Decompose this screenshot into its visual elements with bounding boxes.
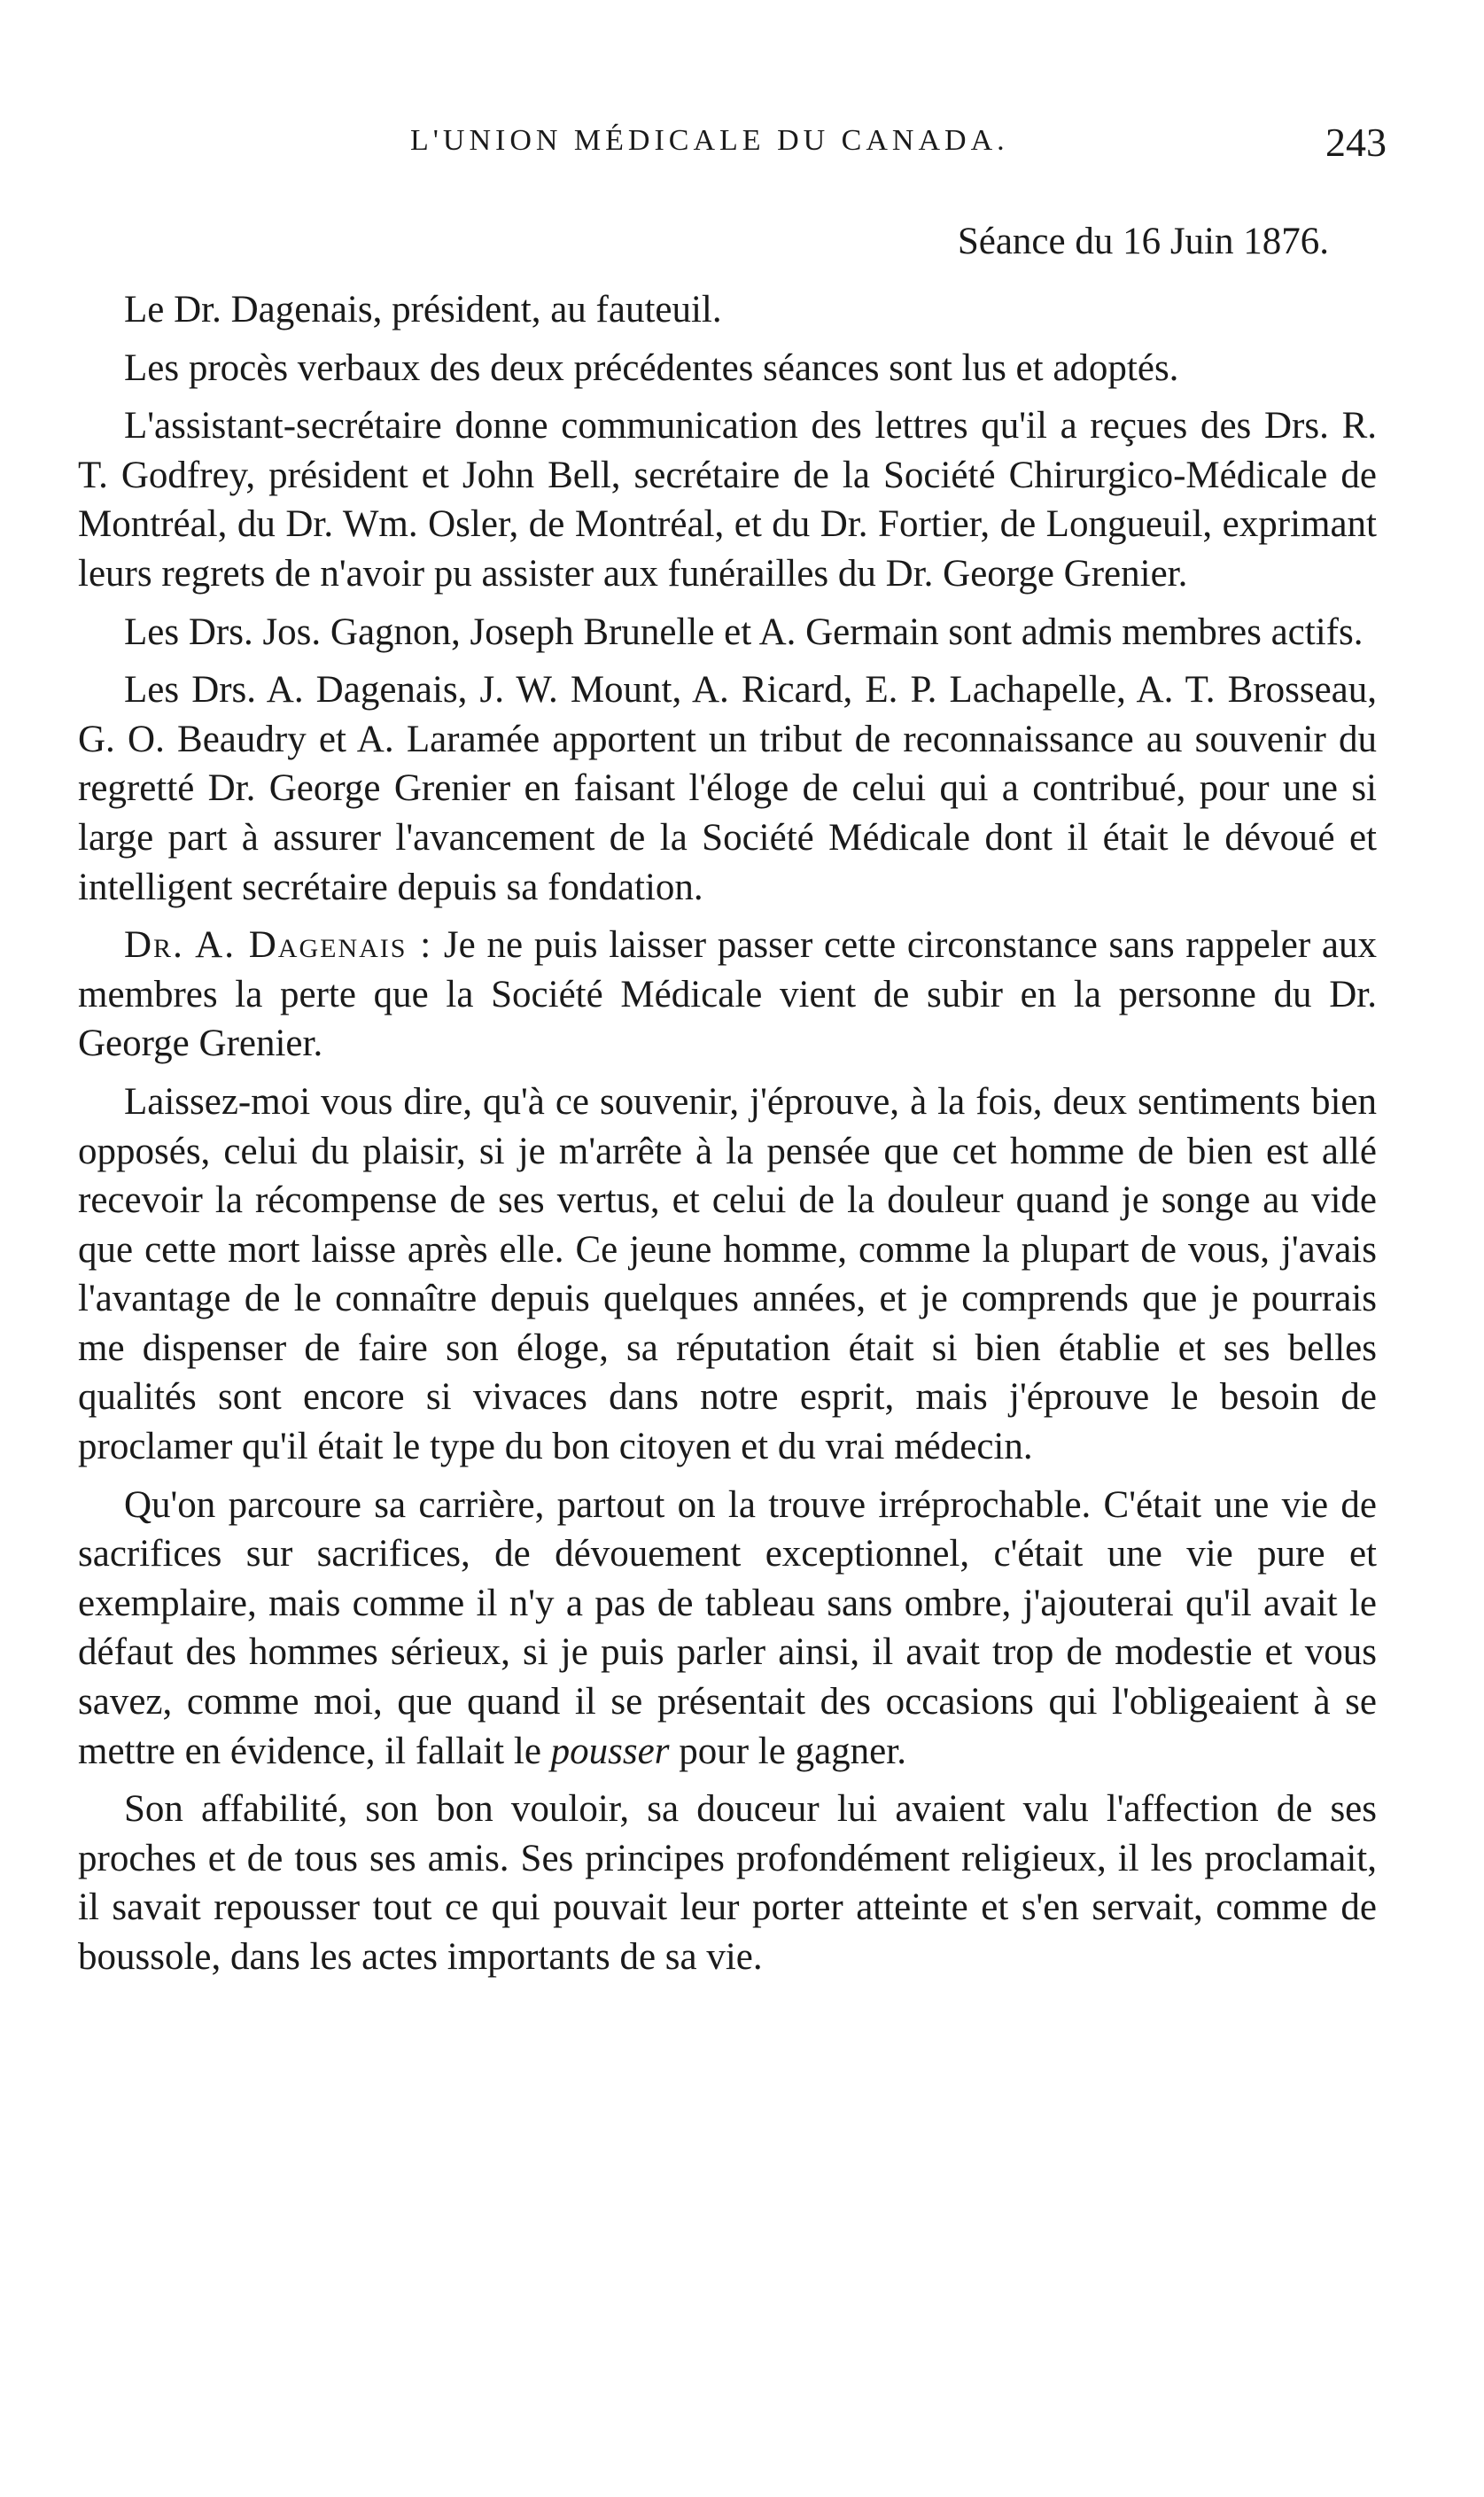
speech-text: Je ne puis laisser passer cette circonstance sans rappeler aux membres la perte que la Société Médicale vient de subir en la personne du Dr. George Grenier. bbox=[78, 924, 1377, 1065]
career-text-end: pour le gagner. bbox=[679, 1730, 906, 1772]
session-date: Séance du 16 Juin 1876. bbox=[957, 221, 1329, 262]
paragraph-tribute: Les Drs. A. Dagenais, J. W. Mount, A. Ricard, E. P. Lachapelle, A. T. Brosseau, G. O. Beaudry et A. Laramée apportent un tribut de reconnaissance au souvenir du regretté Dr. George Grenier en faisant l'éloge de celui qui a contribué, pour une si large part à assurer l'avancement de la Société Médicale dont il était le dévoué et intelligent secrétaire depuis sa fondation. bbox=[78, 669, 1377, 908]
speaker-name: Dr. A. Dagenais : bbox=[124, 924, 433, 967]
paragraph-letters: L'assistant-secrétaire donne communication des lettres qu'il a reçues des Drs. R. T. Godfrey, président et John Bell, secrétaire de la Société Chirurgico-Médicale de Montréal, du Dr. Wm. Osler, de Montréal, et du Dr. Fortier, de Longueuil, exprimant leurs regrets de n'avoir pu assister aux funérailles du Dr. George Grenier. bbox=[78, 405, 1377, 595]
paragraph-new-members: Les Drs. Jos. Gagnon, Joseph Brunelle et A. Germain sont admis membres actifs. bbox=[124, 611, 1364, 653]
running-head bbox=[78, 120, 1387, 177]
paragraph-career bbox=[78, 1481, 1377, 1777]
paragraph-minutes: Les procès verbaux des deux précédentes séances sont lus et adoptés. bbox=[124, 346, 1179, 389]
paragraph-president: Le Dr. Dagenais, président, au fauteuil. bbox=[124, 289, 722, 331]
paragraph-speech bbox=[78, 921, 1377, 1069]
paragraph-affability: Son affabilité, son bon vouloir, sa douceur lui avaient valu l'affection de ses proches et de tous ses amis. Ses principes profondément religieux, il les proclamait, il savait repousser tout ce qui pouvait leur porter atteinte et s'en servait, comme de boussole, dans les actes importants de sa vie. bbox=[78, 1788, 1377, 1978]
italic-word: pousser bbox=[550, 1730, 670, 1772]
journal-title: L'UNION MÉDICALE DU CANADA. bbox=[410, 124, 1009, 157]
paragraph-sentiments: Laissez-moi vous dire, qu'à ce souvenir, j'éprouve, à la fois, deux sentiments bien opposés, celui du plaisir, si je m'arrête à la pensée que cet homme de bien est allé recevoir la récompense de ses vertus, et celui de la douleur quand je songe au vide que cette mort laisse après elle. Ce jeune homme, comme la plupart de vous, j'avais l'avantage de le connaître depuis quelques années, et je comprends que je pourrais me dispenser de faire son éloge, sa réputation était si bien établie et ses belles qualités sont encore si vivaces dans notre esprit, mais j'éprouve le besoin de proclamer qu'il était le type du bon citoyen et du vrai médecin. bbox=[78, 1080, 1377, 1468]
page-number: 243 bbox=[1325, 120, 1387, 165]
career-text: Qu'on parcoure sa carrière, partout on la trouve irréprochable. C'était une vie de sacrifices sur sacrifices, de dévouement exceptionnel, c'était une vie pure et exemplaire, mais comme il n'y a pas de tableau sans ombre, j'ajouterai qu'il avait le défaut des hommes sérieux, si je puis parler ainsi, il avait trop de modestie et vous savez, comme moi, que quand il se présentait des occasions qui l'obligeaient à se mettre en évidence, il fallait le bbox=[78, 1483, 1377, 1772]
body-text bbox=[78, 285, 1377, 1991]
